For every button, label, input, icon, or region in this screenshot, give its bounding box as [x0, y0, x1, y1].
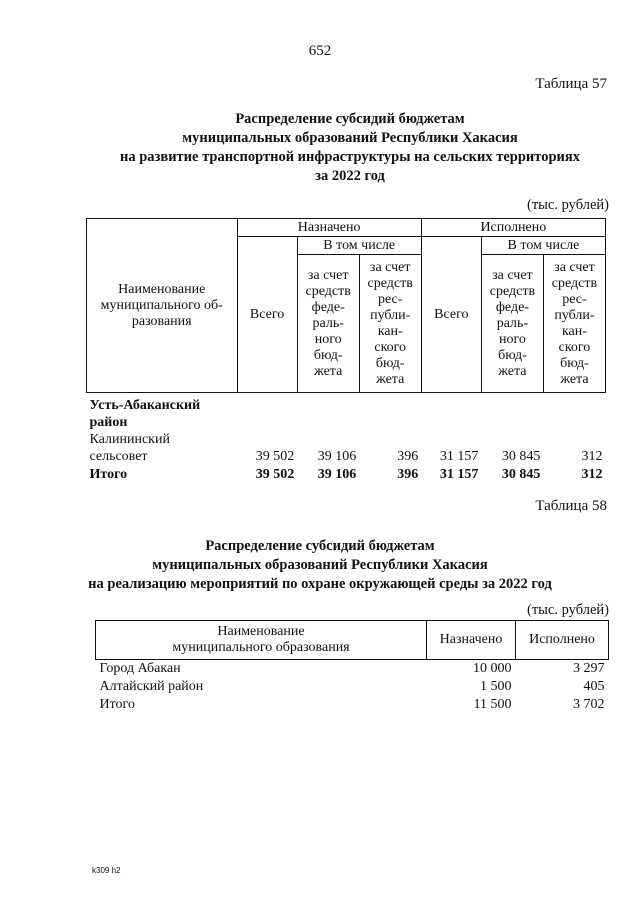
table-row — [96, 660, 609, 679]
header-name: Наименование муниципального об-разования — [87, 219, 238, 393]
table-58-title — [0, 537, 640, 594]
table-58 — [95, 620, 609, 713]
header-name-line: муниципального образования — [172, 640, 350, 655]
total-row — [96, 696, 609, 713]
table-58-label: Таблица 58 — [535, 498, 607, 514]
cell: 405 — [583, 679, 605, 694]
header-assigned: Назначено — [427, 621, 516, 660]
cell: 396 — [397, 449, 419, 464]
cell: 31 157 — [439, 467, 479, 482]
header-assigned-republic: за счет средств рес-публи-кан-ского бюд-жета — [359, 255, 421, 393]
table-57 — [86, 218, 606, 484]
header-executed: Исполнено — [516, 621, 609, 660]
header-name — [96, 621, 427, 660]
header-assigned-including: В том числе — [297, 237, 421, 255]
header-assigned: Назначено — [237, 219, 421, 237]
header-executed: Исполнено — [421, 219, 605, 237]
row-name: Город Абакан — [99, 661, 181, 676]
header-assigned-total: Всего — [237, 237, 297, 393]
page-number: 652 — [308, 43, 332, 59]
header-executed-including: В том числе — [481, 237, 605, 255]
total-label: Итого — [89, 467, 128, 482]
header-executed-federal: за счет средств феде-раль-ного бюд-жета — [481, 255, 543, 393]
cell: 312 — [581, 449, 603, 464]
table-58-units: (тыс. рублей) — [527, 602, 609, 618]
title-line: на развитие транспортной инфраструктуры на сельских территориях — [120, 149, 580, 165]
cell: 3 297 — [573, 661, 605, 676]
title-line: Распределение субсидий бюджетам — [235, 111, 465, 127]
cell: 39 106 — [317, 449, 357, 464]
header-assigned-federal: за счет средств феде-раль-ного бюд-жета — [297, 255, 359, 393]
cell: 11 500 — [473, 697, 512, 712]
cell: 3 702 — [573, 697, 605, 712]
header-name-line: Наименование — [217, 624, 305, 639]
cell: 39 502 — [255, 467, 295, 482]
row-name: Алтайский район — [99, 679, 204, 694]
title-line: Распределение субсидий бюджетам — [205, 538, 435, 554]
cell: 30 845 — [501, 449, 541, 464]
cell: 31 157 — [439, 449, 479, 464]
cell: 10 000 — [473, 661, 512, 676]
table-57-label: Таблица 57 — [535, 76, 607, 92]
group-row — [87, 393, 606, 432]
cell: 30 845 — [501, 467, 541, 482]
cell: 1 500 — [480, 679, 512, 694]
total-label: Итого — [99, 697, 135, 712]
title-line: за 2022 год — [315, 168, 385, 184]
group-name: Усть-Абаканский район — [89, 398, 201, 430]
cell: 312 — [581, 467, 603, 482]
total-row — [87, 465, 606, 484]
header-executed-total: Всего — [421, 237, 481, 393]
table-57-title — [0, 110, 640, 186]
table-row — [87, 431, 606, 465]
table-row — [96, 678, 609, 696]
title-line: муниципальных образований Республики Хакасия — [152, 557, 488, 573]
cell: 39 502 — [255, 449, 295, 464]
row-name: Калининский сельсовет — [89, 432, 170, 464]
footer-code: k309 h2 — [92, 866, 121, 875]
header-executed-republic: за счет средств рес-публи-кан-ского бюд-жета — [543, 255, 605, 393]
table-57-units: (тыс. рублей) — [527, 197, 609, 213]
cell: 39 106 — [317, 467, 357, 482]
title-line: муниципальных образований Республики Хакасия — [182, 130, 518, 146]
cell: 396 — [397, 467, 419, 482]
title-line: на реализацию мероприятий по охране окружающей среды за 2022 год — [88, 576, 552, 592]
